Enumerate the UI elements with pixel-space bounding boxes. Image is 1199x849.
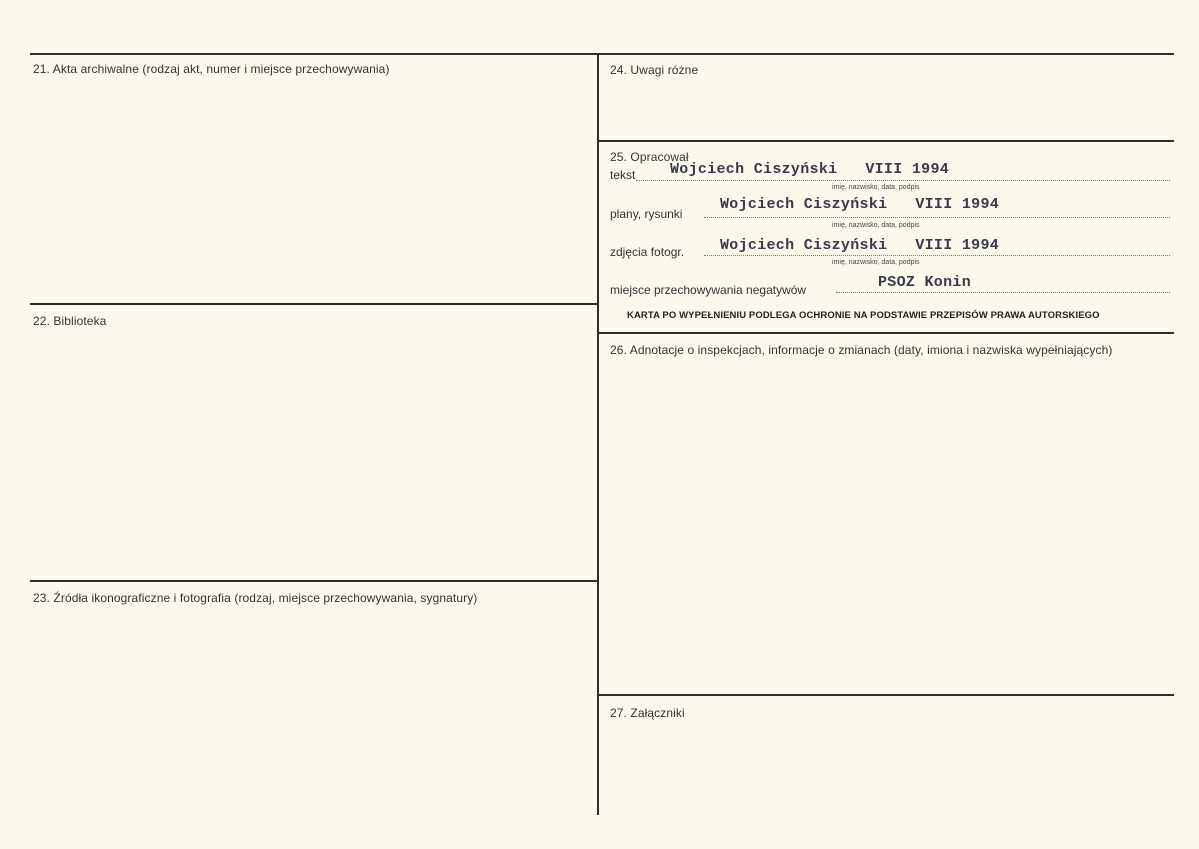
copyright-notice: KARTA PO WYPEŁNIENIU PODLEGA OCHRONIE NA PODSTAWIE PRZEPISÓW PRAWA AUTORSKIEGO (627, 310, 1100, 321)
section-22-library: 22. Biblioteka (33, 314, 107, 328)
rule-left-21-22 (30, 303, 598, 305)
negatywy-line (836, 292, 1170, 293)
plany-caption: imię, nazwisko, data, podpis (832, 222, 920, 229)
negatywy-label: miejsce przechowywania negatywów (610, 283, 807, 297)
zdjecia-line (704, 255, 1170, 256)
tekst-label: tekst (610, 168, 636, 182)
rule-left-22-23 (30, 580, 598, 582)
center-divider (597, 53, 599, 815)
tekst-value: Wojciech Ciszyński VIII 1994 (670, 161, 950, 178)
plany-label: plany, rysunki (610, 207, 683, 221)
tekst-line (636, 180, 1170, 181)
top-rule (30, 53, 1174, 55)
section-23-iconographic-sources: 23. Źródła ikonograficzne i fotografia (rodzaj, miejsce przechowywania, sygnatury) (33, 591, 478, 605)
rule-right-25-26 (598, 332, 1174, 334)
rule-right-26-27 (598, 694, 1174, 696)
zdjecia-label: zdjęcia fotogr. (610, 245, 685, 259)
section-21-archival-records: 21. Akta archiwalne (rodzaj akt, numer i miejsce przechowywania) (33, 62, 390, 76)
section-25-prepared-by: 25. Opracował (610, 150, 689, 164)
zdjecia-value: Wojciech Ciszyński VIII 1994 (720, 237, 1000, 254)
zdjecia-caption: imię, nazwisko, data, podpis (832, 259, 920, 266)
section-27-attachments: 27. Załączniki (610, 706, 685, 720)
rule-right-24-25 (598, 140, 1174, 142)
plany-value: Wojciech Ciszyński VIII 1994 (720, 196, 1000, 213)
section-24-remarks: 24. Uwagi różne (610, 63, 699, 77)
tekst-caption: imię, nazwisko, data, podpis (832, 184, 920, 191)
section-26-inspection-notes: 26. Adnotacje o inspekcjach, informacje o zmianach (daty, imiona i nazwiska wypełniających) (610, 343, 1113, 357)
plany-line (704, 217, 1170, 218)
negatywy-value: PSOZ Konin (878, 274, 972, 291)
